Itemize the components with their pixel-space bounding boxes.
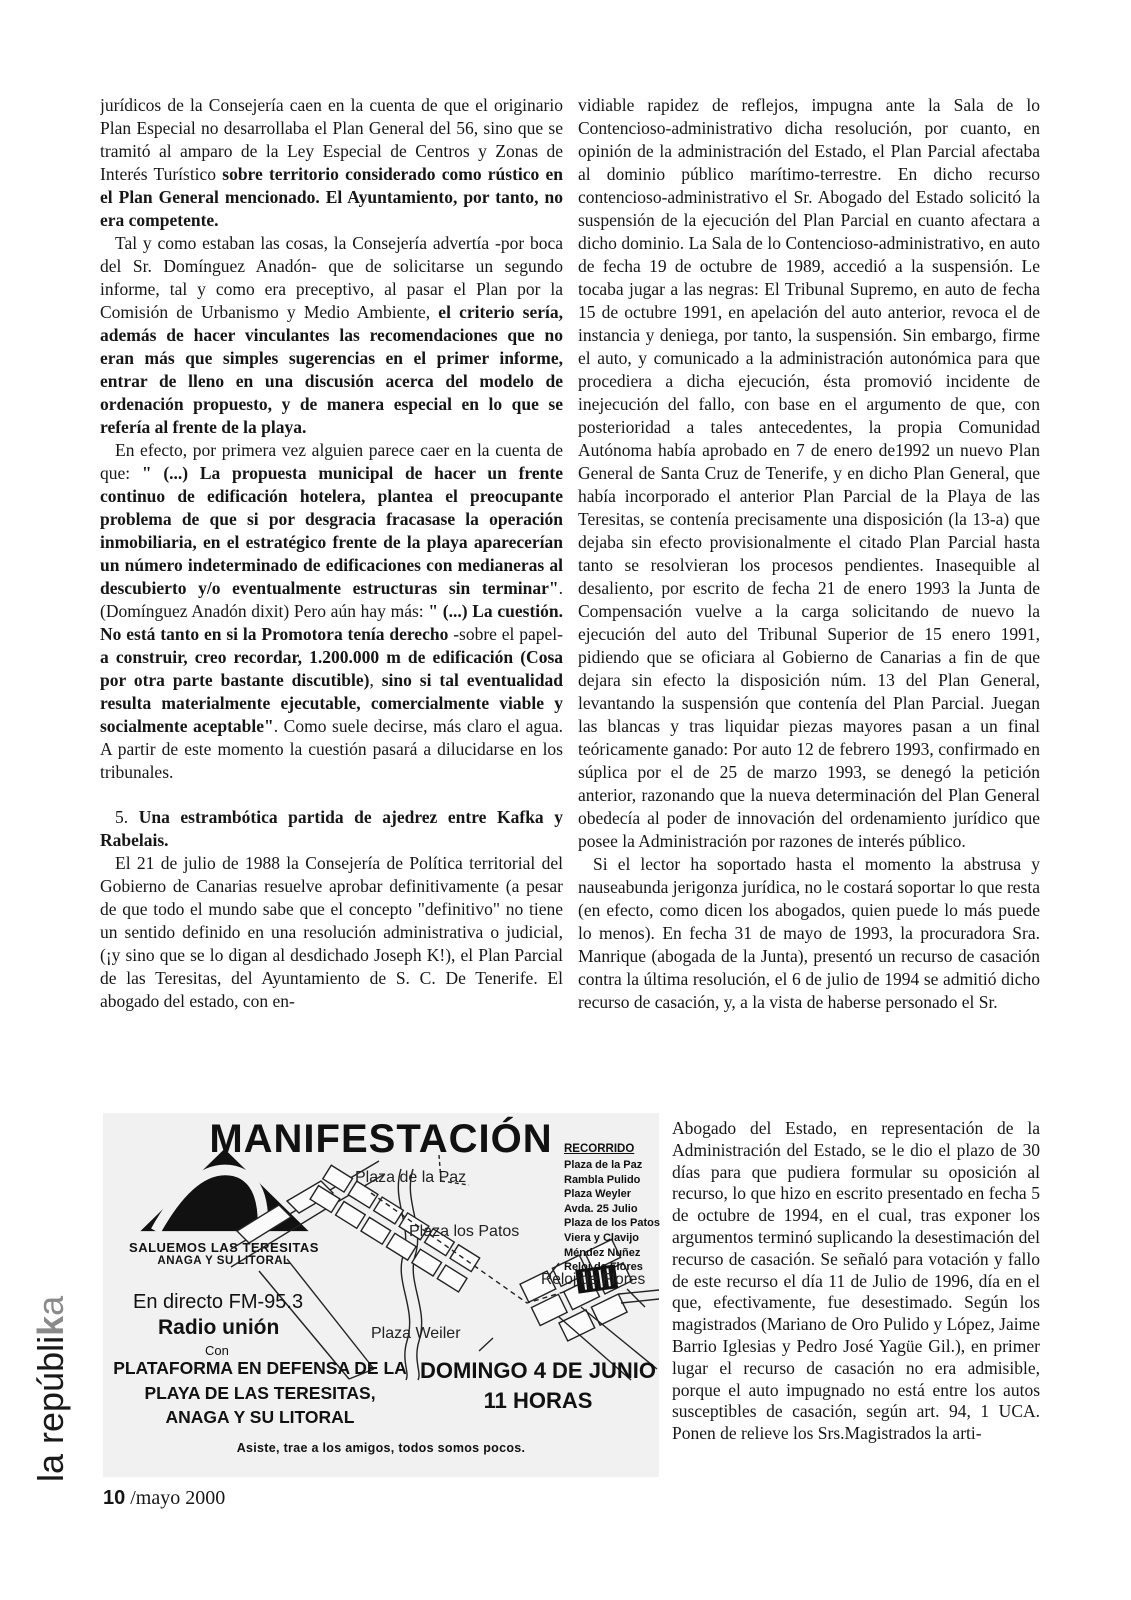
event-date: DOMINGO 4 DE JUNIO: [420, 1358, 656, 1383]
left-text-column: [100, 94, 563, 1113]
paragraph-text: . (Domínguez Anadón dixit) Pero aún hay más:: [100, 578, 563, 621]
map-label-reloj-de-flores: Reloj de Flores: [541, 1271, 646, 1288]
logo-text-line1: SALUEMOS LAS TERESITAS: [129, 1240, 319, 1255]
section-heading: [100, 806, 563, 852]
route-list-item: Plaza de los Patos: [564, 1217, 660, 1230]
body-paragraph: vidiable rapidez de reflejos, impugna ante la Sala de lo Contencioso-administrativo dicha resolución, por cuanto, en opinión de la administración del Estado, el Plan Parcial afectaba al dominio público marítimo-terrestre. En dicho recurso contencioso-administrativo el Sr. Abogado del Estado solicitó la suspensión de la ejecución del Plan Parcial en cuanto afectara a dicho dominio. La Sala de lo Contencioso-administrativo, en auto de fecha 19 de octubre de 1989, accedió a la suspensión. Le tocaba jugar a las negras: El Tribunal Supremo, en auto de fecha 15 de octubre 1991, en apelación del auto anterior, revoca el de instancia y deniega, por tanto, la suspensión. Sin embargo, firme el auto, y comunicado a la administración autonómica para que procediera a dicha ejecución, ésta promovió incidente de inejecución del fallo, con base en el argumento de que, con posterioridad a tales antecedentes, la propia Comunidad Autónoma había aprobado en 7 de enero de1992 un nuevo Plan General de Santa Cruz de Tenerife, y en dicho Plan General, que había incorporado el anterior Plan Parcial de la Playa de las Teresitas, se contenía precisamente una disposición (la 13-a) que dejaba sin efecto provisionalmente el citado Plan Parcial hasta tanto se resolvieran los procesos pendientes. Inasequible al desaliento, por escrito de fecha 21 de enero 1993 la Junta de Compensación vuelve a la carga solicitando de nuevo la ejecución del auto del Tribunal Superior de 15 enero 1991, pidiendo que se oficiara al Gobierno de Canarias a fin de que dejara sin efecto la disposición núm. 13 del Plan General, levantando la suspensión que contenía del Plan Parcial. Juegan las blancas y tras liquidar piezas mayores pasan a un final teóricamente ganado: Por auto 12 de febrero 1993, confirmado en súplica por el de 25 de marzo 1993, se denegó la petición anterior, razonando que la nueva determinación del Plan General obedecía al poder de innovación del ordenamiento jurídico que posee la Administración por razones de interés público.: [578, 95, 1040, 851]
body-paragraph: Abogado del Estado, en representación de la Administración del Estado, se le dio el plazo de 30 días para que pudiera formular su oposición al recurso, lo que hizo en escrito presentado en fecha 5 de octubre de 1994, en el cual, tras exponer los argumentos terminó suplicando la desestimación del recurso de casación. Se señaló para votación y fallo de este recurso el día 11 de Julio de 1996, día en el que, efectivamente, fue desestimado. Según los magistrados (Mariano de Oro Pulido y López, Jaime Barrio Iglesias y Pedro José Yagüe Gil.), en primer lugar el recurso de casación no era admisible, porque el auto impugnado no está entre los autos susceptibles de casación, según art. 94, 1 UCA. Ponen de relieve los Srs.Magistrados la arti-: [672, 1118, 1040, 1444]
route-list-item: Avda. 25 Julio: [564, 1202, 638, 1215]
magazine-name-vertical: [30, 1296, 72, 1482]
route-list-title: RECORRIDO: [564, 1143, 635, 1155]
route-list-item: Plaza de la Paz: [564, 1159, 643, 1171]
route-list-item: Méndez Nuñez: [564, 1246, 641, 1259]
magazine-name-black: la repúbli: [30, 1335, 71, 1482]
route-list-item: Rambla Pulido: [564, 1173, 641, 1186]
quote-bold-text: " (...) La cuestión. No está tanto en si la Promotora tenía derecho: [100, 601, 563, 644]
body-paragraph: [100, 439, 563, 784]
issue-date: /mayo 2000: [125, 1487, 226, 1509]
logo-text-line2: ANAGA Y SU LITORAL: [157, 1255, 291, 1267]
paragraph-text: -sobre el papel-: [448, 624, 563, 644]
section-title: Una estrambótica partida de ajedrez entre Kafka y Rabelais.: [100, 807, 563, 850]
right-text-column-bottom: [672, 1118, 1040, 1493]
route-list-item: Plaza Weyler: [564, 1188, 632, 1201]
map-label-plaza-weiler: Plaza Weiler: [371, 1325, 461, 1342]
map-label-plaza-los-patos: Plaza los Patos: [409, 1223, 520, 1240]
platform-line3: ANAGA Y SU LITORAL: [165, 1407, 355, 1427]
paragraph-text: jurídicos de la Consejería caen en la cuenta de que el originario Plan Especial no desarrollaba el Plan General del 56, sino que se tramitó al amparo de la Ley Especial de Centros y Zonas de Interés Turístico: [100, 95, 563, 184]
radio-station-name: Radio unión: [158, 1316, 280, 1339]
right-text-column-top: [578, 94, 1040, 1116]
event-time: 11 HORAS: [483, 1388, 593, 1413]
demonstration-flyer: [103, 1113, 659, 1477]
paragraph-text: ,: [369, 670, 382, 690]
body-paragraph: [100, 94, 563, 232]
route-list: [564, 1143, 660, 1275]
paragraph-bold-text: el criterio sería, además de hacer vinculantes las recomendaciones que no eran más que simples sugerencias en el primer informe, entrar de lleno en una discusión acerca del modelo de ordenación propuesto, y de manera especial en lo que se refería al frente de la playa.: [100, 302, 563, 437]
body-paragraph: [100, 232, 563, 439]
quote-bold-text: a construir, creo recordar, 1.200.000 m de edificación (Cosa por otra parte bastante discutible): [100, 647, 563, 690]
quote-bold-text: " (...) La propuesta municipal de hacer un frente continuo de edificación hotelera, plantea el preocupante problema de que si por desgracia fracasase la operación inmobiliaria, en el estratégico frente de la playa aparecerían un número indeterminado de edificaciones con medianeras al descubierto y/o eventualmente estructuras sin terminar": [100, 463, 563, 598]
platform-name: [105, 1356, 415, 1430]
paragraph-text: Tal y como estaban las cosas, la Consejería advertía -por boca del Sr. Domínguez Anadón- que de solicitarse un segundo informe, tal y como era preceptivo, al pasar el Plan por la Comisión de Urbanismo y Medio Ambiente,: [100, 233, 563, 322]
body-paragraph: Si el lector ha soportado hasta el momento la abstrusa y nauseabunda jerigonza jurídica, no le costará soportar lo que resta (en efecto, como dicen los abogados, quien puede lo más puede lo menos). En fecha 31 de mayo de 1993, la procuradora Sra. Manrique (abogada de la Junta), presentó un recurso de casación contra la última resolución, el 6 de julio de 1994 se admitió dicho recurso de casación, y, a la vista de haberse personado el Sr.: [578, 854, 1040, 1012]
platform-line2: PLAYA DE LAS TERESITAS,: [144, 1382, 376, 1403]
quote-bold-text: sino si tal eventualidad resulta materialmente ejecutable, comercialmente viable y socialmente aceptable": [100, 670, 563, 736]
magazine-name-gray-k: k: [30, 1315, 71, 1336]
radio-con-text: Con: [205, 1343, 229, 1358]
body-paragraph: El 21 de julio de 1988 la Consejería de Política territorial del Gobierno de Canarias resuelve aprobar definitivamente (a pesar de que todo el mundo sabe que el concepto "definitivo" no tiene un sentido definido en una resolución administrativa o judicial, (¡y sino que se lo digan al desdichado Joseph K!), el Plan Parcial de las Teresitas, del Ayuntamiento de S. C. De Tenerife. El abogado del estado, con en-: [100, 853, 563, 1011]
route-list-item: Reloj de Flores: [564, 1261, 643, 1274]
platform-line1: PLATAFORMA EN DEFENSA DE LA: [113, 1358, 407, 1378]
page-footer: [103, 1487, 225, 1510]
event-datetime: [417, 1356, 659, 1416]
paragraph-bold-text: sobre territorio considerado como rústico en el Plan General mencionado. El Ayuntamiento, por tanto, no era competente.: [100, 164, 563, 230]
page-number: 10: [103, 1487, 126, 1509]
section-number: 5.: [115, 807, 139, 827]
flyer-tagline: Asiste, trae a los amigos, todos somos pocos.: [236, 1441, 526, 1455]
paragraph-text: En efecto, por primera vez alguien parece caer en la cuenta de que:: [100, 440, 563, 483]
magazine-name-gray-a: a: [30, 1295, 71, 1316]
paragraph-text: . Como suele decirse, más claro el agua. A partir de este momento la cuestión pasará a dilucidarse en los tribunales.: [100, 716, 563, 782]
flyer-title: MANIFESTACIÓN: [209, 1117, 553, 1161]
route-list-item: Viera y Clavijo: [564, 1231, 640, 1244]
map-label-plaza-de-la-paz: Plaza de la Paz: [355, 1169, 467, 1186]
radio-live-text: En directo FM-95.3: [133, 1291, 304, 1313]
